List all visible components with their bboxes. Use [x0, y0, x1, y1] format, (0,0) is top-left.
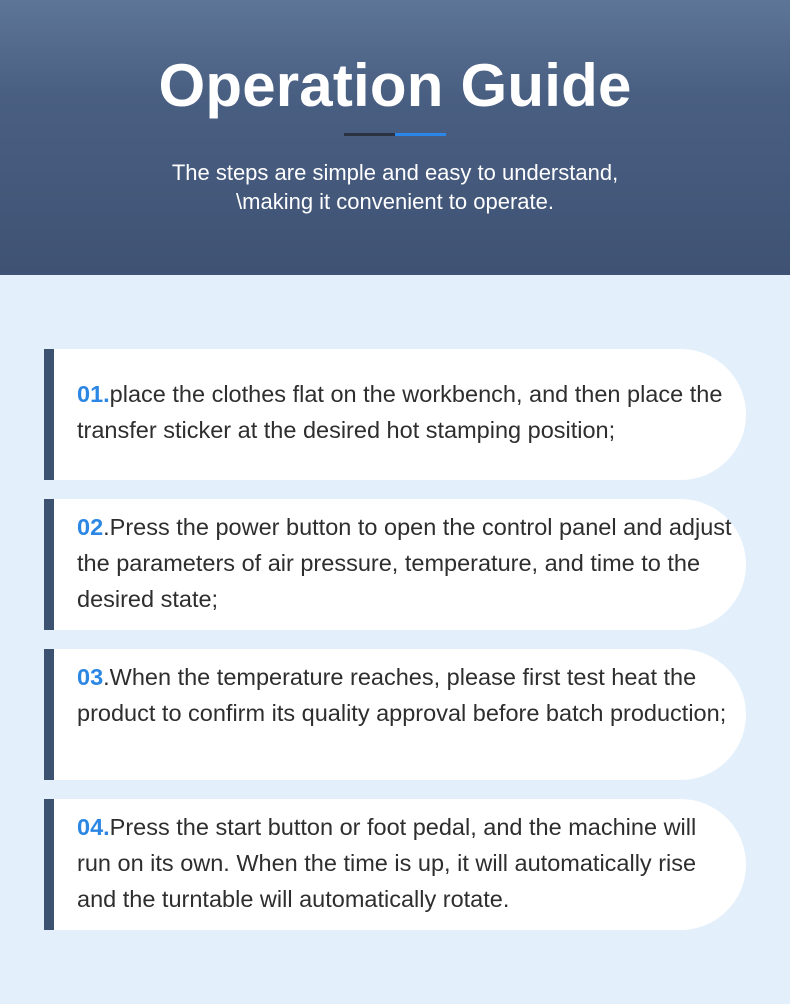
step-card-accent-bar — [44, 349, 54, 480]
step-description: place the clothes flat on the workbench, and then place the transfer sticker at the desired hot stamping position; — [77, 381, 723, 443]
step-card-3 — [44, 649, 746, 780]
step-number: 04. — [77, 814, 110, 840]
step-card-4 — [44, 799, 746, 930]
page-title: Operation Guide — [158, 52, 632, 119]
step-text — [77, 659, 732, 731]
divider-dark-segment — [344, 133, 395, 136]
title-divider — [344, 133, 446, 136]
step-text — [77, 509, 732, 617]
step-description: Press the start button or foot pedal, and the machine will run on its own. When the time is up, it will automatically rise and the turntable will automatically rotate. — [77, 814, 697, 912]
step-description: .When the temperature reaches, please first test heat the product to confirm its quality approval before batch production; — [77, 664, 727, 726]
subtitle-line-1: The steps are simple and easy to understand, — [171, 160, 619, 185]
page-header — [0, 0, 790, 275]
step-number: 02 — [77, 514, 104, 540]
step-text — [77, 376, 732, 448]
step-card-accent-bar — [44, 799, 54, 930]
step-number: 01. — [77, 381, 110, 407]
step-card-accent-bar — [44, 499, 54, 630]
divider-blue-segment — [395, 133, 446, 136]
step-card-1 — [44, 349, 746, 480]
step-card-2 — [44, 499, 746, 630]
step-text — [77, 809, 732, 917]
page-subtitle — [0, 158, 790, 216]
subtitle-line-2: \making it convenient to operate. — [236, 189, 554, 214]
step-description: .Press the power button to open the control panel and adjust the parameters of air pressure, temperature, and time to the desired state; — [77, 514, 732, 612]
step-number: 03 — [77, 664, 104, 690]
step-card-accent-bar — [44, 649, 54, 780]
